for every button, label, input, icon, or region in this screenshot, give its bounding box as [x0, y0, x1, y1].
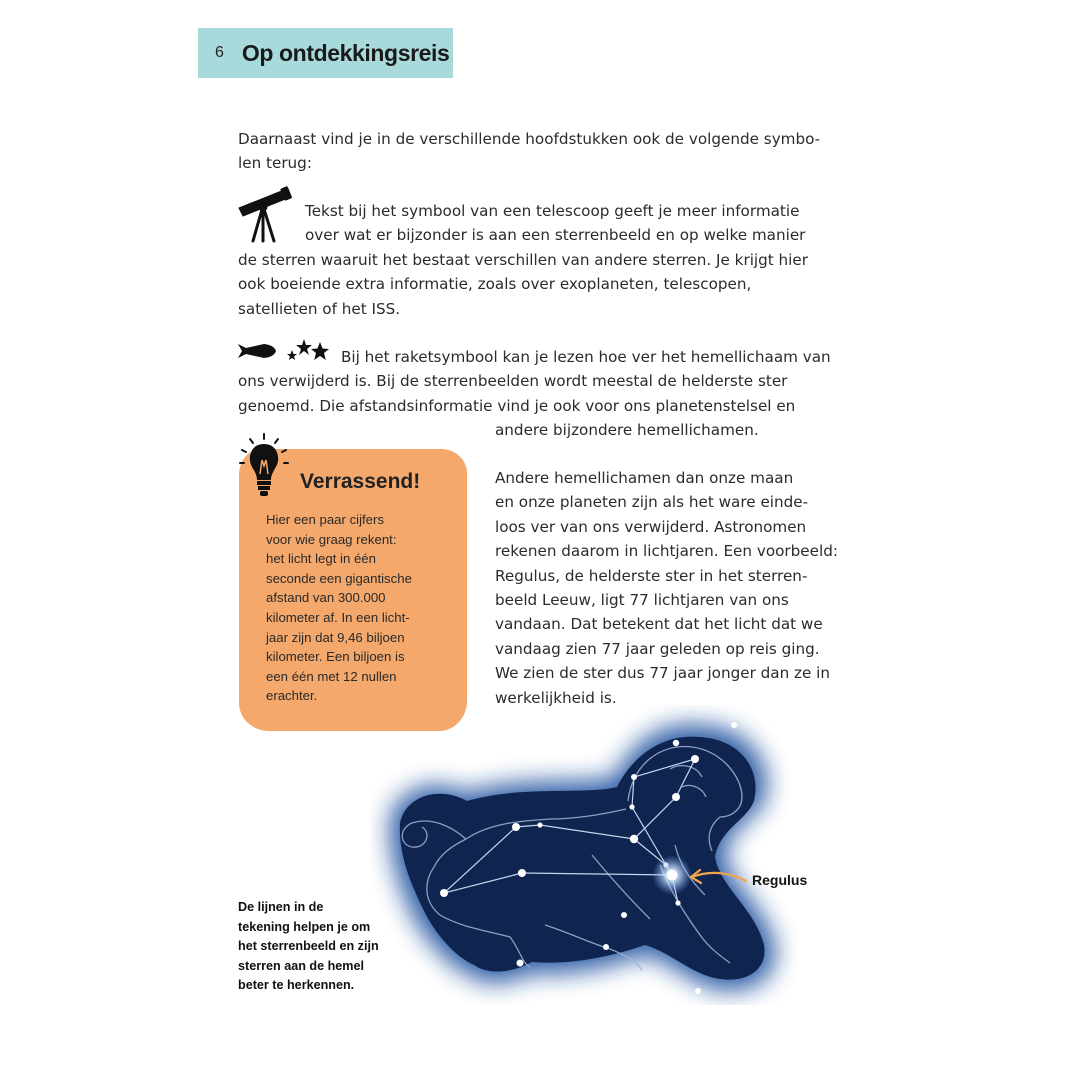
surprise-line: het licht legt in één — [266, 551, 376, 567]
star — [517, 960, 524, 967]
surprise-line: jaar zijn dat 9,46 biljoen — [266, 629, 405, 645]
star — [621, 912, 627, 918]
surprise-title: Verrassend! — [300, 470, 421, 493]
distance-line: vandaan. Dat betekent dat het licht dat we — [495, 615, 823, 634]
surprise-line: een één met 12 nullen — [266, 668, 397, 684]
distance-line: Andere hemellichamen dan onze maan — [495, 469, 794, 487]
intro-line: Daarnaast vind je in de verschillende hoofdstukken ook de volgende symbo- — [238, 130, 821, 148]
star — [691, 755, 699, 763]
surprise-text — [266, 510, 412, 706]
star — [630, 835, 638, 843]
rocket-line: genoemd. Die afstandsinformatie vind je ook voor ons planetenstelsel en — [238, 396, 796, 415]
surprise-line: seconde een gigantische — [266, 570, 412, 586]
distance-line: beeld Leeuw, ligt 77 lichtjaren van ons — [495, 591, 789, 610]
telescope-line: ook boeiende extra informatie, zoals over exoplaneten, telescopen, — [238, 275, 752, 294]
surprise-line: voor wie graag rekent: — [266, 531, 397, 547]
caption-line: beter te herkennen. — [238, 978, 355, 993]
distance-line: Regulus, de helderste ster in het sterren- — [495, 566, 808, 585]
distance-line: loos ver van ons verwijderd. Astronomen — [495, 517, 807, 536]
star — [695, 988, 701, 994]
chapter-header — [198, 28, 453, 78]
page-number: 6 — [215, 44, 224, 61]
surprise-line: kilometer af. In een licht- — [266, 609, 410, 625]
caption-line: De lijnen in de — [238, 900, 324, 914]
caption-line: sterren aan de hemel — [238, 958, 364, 973]
telescope-paragraph — [238, 199, 808, 321]
illustration-caption — [238, 898, 379, 996]
rocket-line: andere bijzondere hemellichamen. — [495, 421, 759, 440]
star — [440, 889, 448, 897]
surprise-line: afstand van 300.000 — [266, 590, 386, 606]
telescope-line: satellieten of het ISS. — [238, 299, 401, 318]
caption-line: het sterrenbeeld en zijn — [238, 939, 379, 954]
sky-silhouette — [390, 724, 776, 990]
distance-line: en onze planeten zijn als het ware einde- — [495, 493, 809, 512]
distance-line: werkelijkheid is. — [495, 688, 617, 707]
star — [675, 900, 680, 905]
star — [518, 869, 526, 877]
star — [512, 823, 520, 831]
distance-line: rekenen daarom in lichtjaren. Een voorbeeld: — [495, 542, 838, 561]
intro-paragraph — [238, 127, 820, 176]
star — [731, 722, 737, 728]
surprise-line: kilometer. Een biljoen is — [266, 649, 405, 665]
caption-line: tekening helpen je om — [238, 919, 371, 934]
rocket-line: ons verwijderd is. Bij de sterrenbeelden wordt meestal de helderste ster — [238, 372, 788, 391]
distance-line: vandaag zien 77 jaar geleden op reis ging. — [495, 639, 820, 658]
star — [672, 793, 680, 801]
rocket-line: Bij het raketsymbool kan je lezen hoe ver het hemellichaam van — [341, 348, 831, 366]
star — [537, 822, 542, 827]
surprise-line: erachter. — [266, 688, 318, 704]
star — [673, 740, 679, 746]
telescope-line: over wat er bijzonder is aan een sterrenbeeld en op welke manier — [305, 226, 806, 245]
rocket-paragraph — [238, 345, 831, 443]
leo-constellation-illustration — [370, 705, 800, 1005]
distance-paragraph — [495, 466, 838, 710]
regulus-label: Regulus — [752, 872, 808, 888]
star — [631, 774, 637, 780]
star — [603, 944, 609, 950]
regulus-star — [652, 855, 692, 895]
distance-line: We zien de ster dus 77 jaar jonger dan ze in — [495, 664, 831, 683]
lightbulb-icon — [236, 430, 296, 502]
chapter-title: Op ontdekkingsreis — [241, 39, 450, 66]
telescope-line: de sterren waaruit het bestaat verschillen van andere sterren. Je krijgt hier — [238, 250, 808, 269]
telescope-line: Tekst bij het symbool van een telescoop geeft je meer informatie — [305, 202, 800, 220]
surprise-line: Hier een paar cijfers — [266, 512, 385, 527]
star — [629, 804, 634, 809]
intro-line: len terug: — [238, 154, 312, 173]
